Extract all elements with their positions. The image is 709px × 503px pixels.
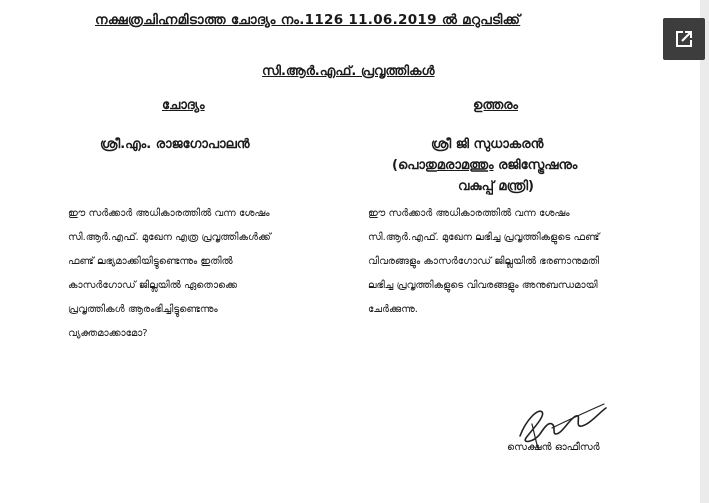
- question-line: പ്രവൃത്തികൾ ആരംഭിച്ചിട്ടുണ്ടെന്നും: [68, 304, 218, 315]
- answer-line: ചേർക്കുന്നു.: [368, 304, 418, 315]
- answer-line: ഈ സർക്കാർ അധികാരത്തിൽ വന്ന ശേഷം: [368, 208, 570, 219]
- minister-role: [392, 158, 577, 173]
- document-header: നക്ഷത്രചിഹ്നമിടാത്ത ചോദ്യം നം.1126 11.06.2019 ൽ മറുപടിക്ക്: [95, 12, 521, 28]
- minister-role-underlined: മരാമത്തും: [436, 158, 494, 173]
- answer-line: ലഭിച്ച പ്രവൃത്തികളുടെ വിവരങ്ങളും അനുബന്ധമായി: [368, 280, 598, 291]
- external-link-icon: [674, 29, 694, 49]
- question-heading: ചോദ്യം: [162, 98, 205, 113]
- question-line: ഈ സർക്കാർ അധികാരത്തിൽ വന്ന ശേഷം: [68, 208, 270, 219]
- signatory-title: സെക്ഷൻ ഓഫീസർ: [507, 442, 600, 453]
- question-line: ഫണ്ട് ലഭ്യമാക്കിയിട്ടുണ്ടെന്നും ഇതിൽ: [68, 256, 233, 267]
- question-line: കാസർഗോഡ് ജില്ലയിൽ ഏതൊക്കെ: [68, 280, 238, 291]
- minister-name: ശ്രീ ജി സുധാകരൻ: [431, 137, 544, 152]
- minister-department: വകുപ്പ് മന്ത്രി): [458, 179, 534, 194]
- question-text: [68, 202, 300, 346]
- open-in-new-window-button[interactable]: [663, 18, 705, 60]
- document-subject: സി.ആർ.എഫ്. പ്രവൃത്തികൾ: [262, 64, 435, 79]
- minister-role-prefix: (പൊതു: [392, 158, 437, 173]
- answer-heading: ഉത്തരം: [473, 98, 518, 113]
- answer-line: സി.ആർ.എഫ്. മുഖേന ലഭിച്ച പ്രവൃത്തികളുടെ ഫണ്ട്: [368, 232, 600, 243]
- questioner-name: ശ്രീ.എം. രാജഗോപാലൻ: [100, 137, 250, 152]
- question-line: സി.ആർ.എഫ്. മുഖേന എത്ര പ്രവൃത്തികൾക്ക്: [68, 232, 271, 243]
- answer-line: വിവരങ്ങളും കാസർഗോഡ് ജില്ലയിൽ ഭരണാനുമതി: [368, 256, 600, 267]
- minister-role-suffix: രജിസ്ട്രേഷനും: [493, 158, 578, 173]
- answer-text: [368, 202, 660, 322]
- question-line: വ്യക്തമാക്കാമോ?: [68, 328, 148, 339]
